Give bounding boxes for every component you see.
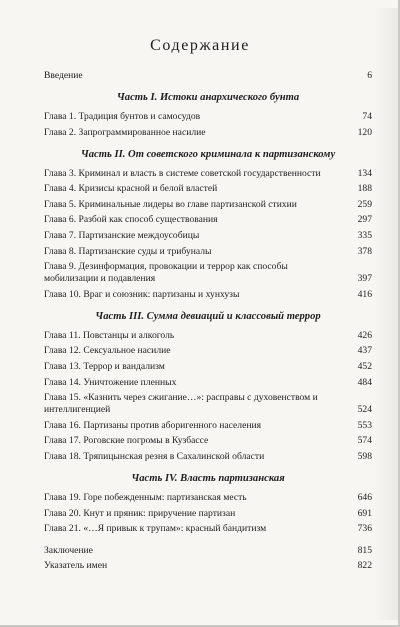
part-heading (44, 149, 372, 161)
toc-entry-chapter (44, 127, 372, 139)
entry-page: 553 (357, 419, 372, 431)
entry-page: 134 (357, 167, 372, 179)
entry-text: Глава 14. Уничтожение пленных (44, 376, 177, 388)
entry-page: 691 (357, 507, 372, 519)
entry-page: 259 (357, 198, 372, 210)
entry-page: 452 (357, 360, 372, 372)
entry-page: 416 (357, 288, 372, 300)
part-label: Часть II. (80, 148, 126, 160)
toc-entry-chapter (44, 289, 372, 301)
entry-text: Глава 8. Партизанские суды и трибуналы (44, 245, 212, 257)
entry-text: Глава 11. Повстанцы и алкоголь (44, 329, 175, 341)
entry-text: Глава 7. Партизанские междоусобицы (44, 229, 200, 241)
page-title: Содержание (150, 37, 250, 54)
entry-text: Глава 10. Враг и союзник: партизаны и хунхузы (44, 288, 240, 300)
entry-page: 426 (357, 329, 372, 341)
entry-text: Указатель имен (44, 560, 108, 572)
part-label: Часть I. (116, 92, 158, 103)
toc-entry-chapter (44, 183, 372, 195)
toc-entry-chapter (44, 261, 372, 285)
entry-text: Глава 19. Горе побежденным: партизанская месть (44, 491, 247, 503)
toc-entry-chapter (44, 451, 372, 463)
entry-text: Глава 15. «Казнить через сжигание…»: расправы с духовенством и интеллигенцией (44, 392, 318, 416)
toc-entry-back-matter (44, 545, 372, 557)
entry-page: 378 (357, 245, 372, 257)
entry-page: 120 (357, 126, 372, 138)
entry-text: Глава 6. Разбой как способ существования (44, 214, 218, 226)
entry-page: 815 (357, 544, 372, 556)
toc-entry-intro (44, 70, 372, 82)
parts-list (44, 92, 372, 535)
page-edge-shadow (374, 8, 398, 620)
toc-entry-chapter (44, 377, 372, 389)
toc-entry-chapter (44, 230, 372, 242)
part-title: От советского криминала к партизанскому (128, 148, 336, 160)
entry-text: Глава 13. Террор и вандализм (44, 360, 165, 372)
entry-text: Глава 17. Роговские погромы в Кузбассе (44, 435, 209, 447)
toc-entry-chapter (44, 246, 372, 258)
toc-entry-chapter (44, 199, 372, 211)
part-title: Власть партизанская (180, 472, 285, 484)
part-heading (44, 311, 372, 323)
toc-entry-chapter (44, 111, 372, 123)
entry-text: Заключение (44, 544, 93, 556)
entry-page: 524 (357, 404, 372, 416)
toc-entry-back-matter (44, 560, 372, 572)
entry-page: 484 (357, 376, 372, 388)
entry-text: Глава 12. Сексуальное насилие (44, 345, 171, 357)
toc-entry-chapter (44, 361, 372, 373)
part-title: Сумма девиаций и классовый террор (146, 310, 321, 322)
entry-text: Глава 1. Традиция бунтов и самосудов (44, 111, 201, 122)
entry-page: 297 (357, 214, 372, 226)
toc-entry-chapter (44, 392, 372, 416)
entry-text: Глава 4. Кризисы красной и белой властей (44, 183, 218, 195)
entry-page: 6 (367, 70, 372, 81)
entry-text: Глава 5. Криминальные лидеры во главе партизанской стихии (44, 198, 297, 210)
toc-entry-chapter (44, 523, 372, 535)
entry-text: Глава 20. Кнут и пряник: приручение партизан (44, 507, 236, 519)
entry-text: Введение (44, 70, 83, 81)
entry-page: 574 (357, 435, 372, 447)
toc-entry-chapter (44, 214, 372, 226)
entry-page: 335 (357, 229, 372, 241)
toc-entry-chapter (44, 420, 372, 432)
toc-entry-chapter (44, 435, 372, 447)
toc-entry-chapter (44, 345, 372, 357)
entry-text: Глава 3. Криминал и власть в системе советской государственности (44, 167, 321, 179)
entry-page: 437 (357, 345, 372, 357)
toc-entry-chapter (44, 508, 372, 520)
toc-entry-chapter (44, 168, 372, 180)
entry-text: Глава 16. Партизаны против аборигенного населения (44, 419, 262, 431)
toc-entry-chapter (44, 492, 372, 504)
entry-text: Глава 9. Дезинформация, провокации и террор как способы мобилизации и подавления (44, 261, 288, 285)
part-heading (44, 92, 372, 104)
entry-page: 736 (357, 523, 372, 535)
part-title: Истоки анархического бунта (159, 92, 300, 103)
entry-text: Глава 18. Тряпицынская резня в Сахалинской области (44, 450, 265, 462)
entry-text: Глава 21. «…Я привык к трупам»: красный бандитизм (44, 523, 267, 535)
part-label: Часть IV. (131, 472, 178, 484)
entry-text: Глава 2. Запрограммированное насилие (44, 126, 206, 138)
entry-page: 188 (357, 183, 372, 195)
toc-entry-chapter (44, 330, 372, 342)
entry-page: 822 (357, 560, 372, 572)
entry-page: 646 (357, 491, 372, 503)
table-of-contents (44, 70, 372, 576)
entry-page: 598 (357, 450, 372, 462)
part-label: Часть III. (95, 310, 144, 322)
entry-page: 397 (357, 273, 372, 285)
entry-page: 74 (362, 111, 372, 122)
ending-list (44, 545, 372, 573)
part-heading (44, 473, 372, 485)
